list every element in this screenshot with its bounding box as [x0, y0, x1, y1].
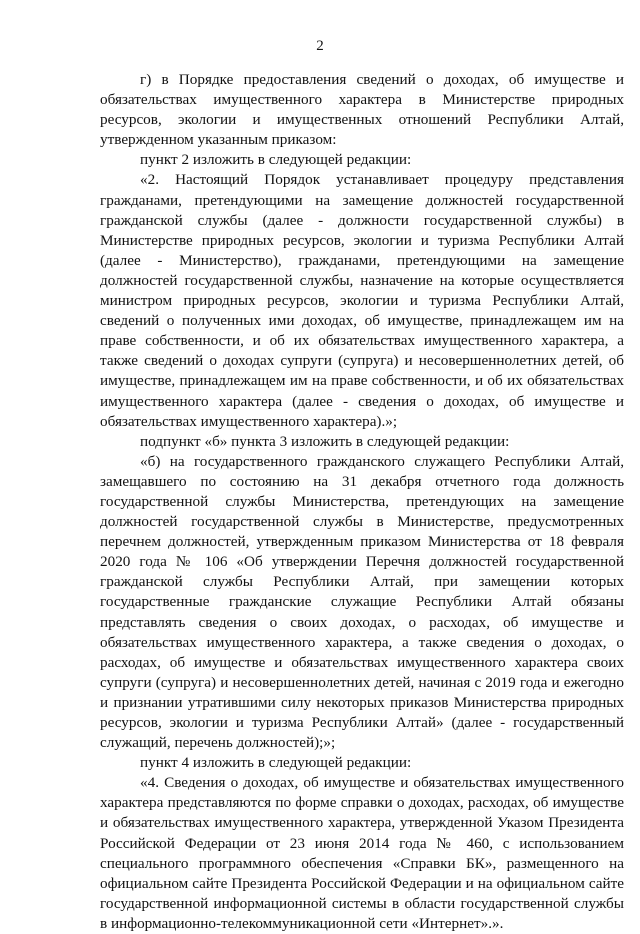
document-body [100, 70, 624, 934]
paragraph-instruction-point-4: пункт 4 изложить в следующей редакции: [140, 754, 412, 772]
paragraph-instruction-subpoint-b: подпункт «б» пункта 3 изложить в следующей редакции: [140, 432, 510, 450]
paragraph-item-g: г) в Порядке предоставления сведений о доходах, об имуществе и обязательствах имущественного характера в Министерстве природных ресурсов, экологии и имущественных отношений Республики Алтай, утвержденном указанным приказом: [100, 71, 624, 149]
paragraph-instruction-point-2: пункт 2 изложить в следующей редакции: [140, 151, 412, 169]
paragraph-subpoint-b-text: «б) на государственного гражданского служащего Республики Алтай, замещавшего по состоянию на 31 декабря отчетного года должность государственной службы Министерства, претендующих на замещение должностей государственной службы в Министерстве, предусмотренных перечнем должностей, утвержденным приказом Министерства от 18 февраля 2020 года № 106 «Об утверждении Перечня должностей государственной гражданской службы Республики Алтай, при замещении которых государственные гражданские служащие Республики Алтай обязаны представлять сведения о своих доходах, о расходах, об имуществе и обязательствах имущественного характера, а также сведения о доходах, о расходах, об имуществе и обязательствах имущественного характера своих супруги (супруга) и несовершеннолетних детей, начиная с 2019 года и ежегодно и признании утратившими силу некоторых приказов Министерства природных ресурсов, экологии и туризма Республики Алтай» (далее - государственный служащий, перечень должностей);»; [100, 452, 624, 752]
paragraph-point-4-text: «4. Сведения о доходах, об имуществе и обязательствах имущественного характера представляются по форме справки о доходах, расходах, об имуществе и обязательствах имущественного характера, утвержденной Указом Президента Российской Федерации от 23 июня 2014 года № 460, с использованием специального программного обеспечения «Справки БК», размещенного на официальном сайте Президента Российской Федерации и на официальном сайте государственной информационной системы в области государственной службы в информационно-телекоммуникационной сети «Интернет».». [100, 774, 624, 932]
paragraph-point-2-text: «2. Настоящий Порядок устанавливает процедуру представления гражданами, претендующими на замещение должностей государственной гражданской службы (далее - должности государственной службы) в Министерстве природных ресурсов, экологии и туризма Республики Алтай (далее - Министерство), гражданами, претендующими на замещение должностей государственной службы, назначение на которые осуществляется министром природных ресурсов, экологии и туризма Республики Алтай, сведений о полученных ими доходах, об имуществе, принадлежащем им на праве собственности, и об их обязательствах имущественного характера, а также сведений о доходах супруги (супруга) и несовершеннолетних детей, об имуществе, принадлежащем им на праве собственности, и об их обязательствах имущественного характера (далее - сведения о доходах, об имуществе и обязательствах имущественного характера).»; [100, 171, 624, 430]
page-number: 2 [316, 38, 324, 54]
